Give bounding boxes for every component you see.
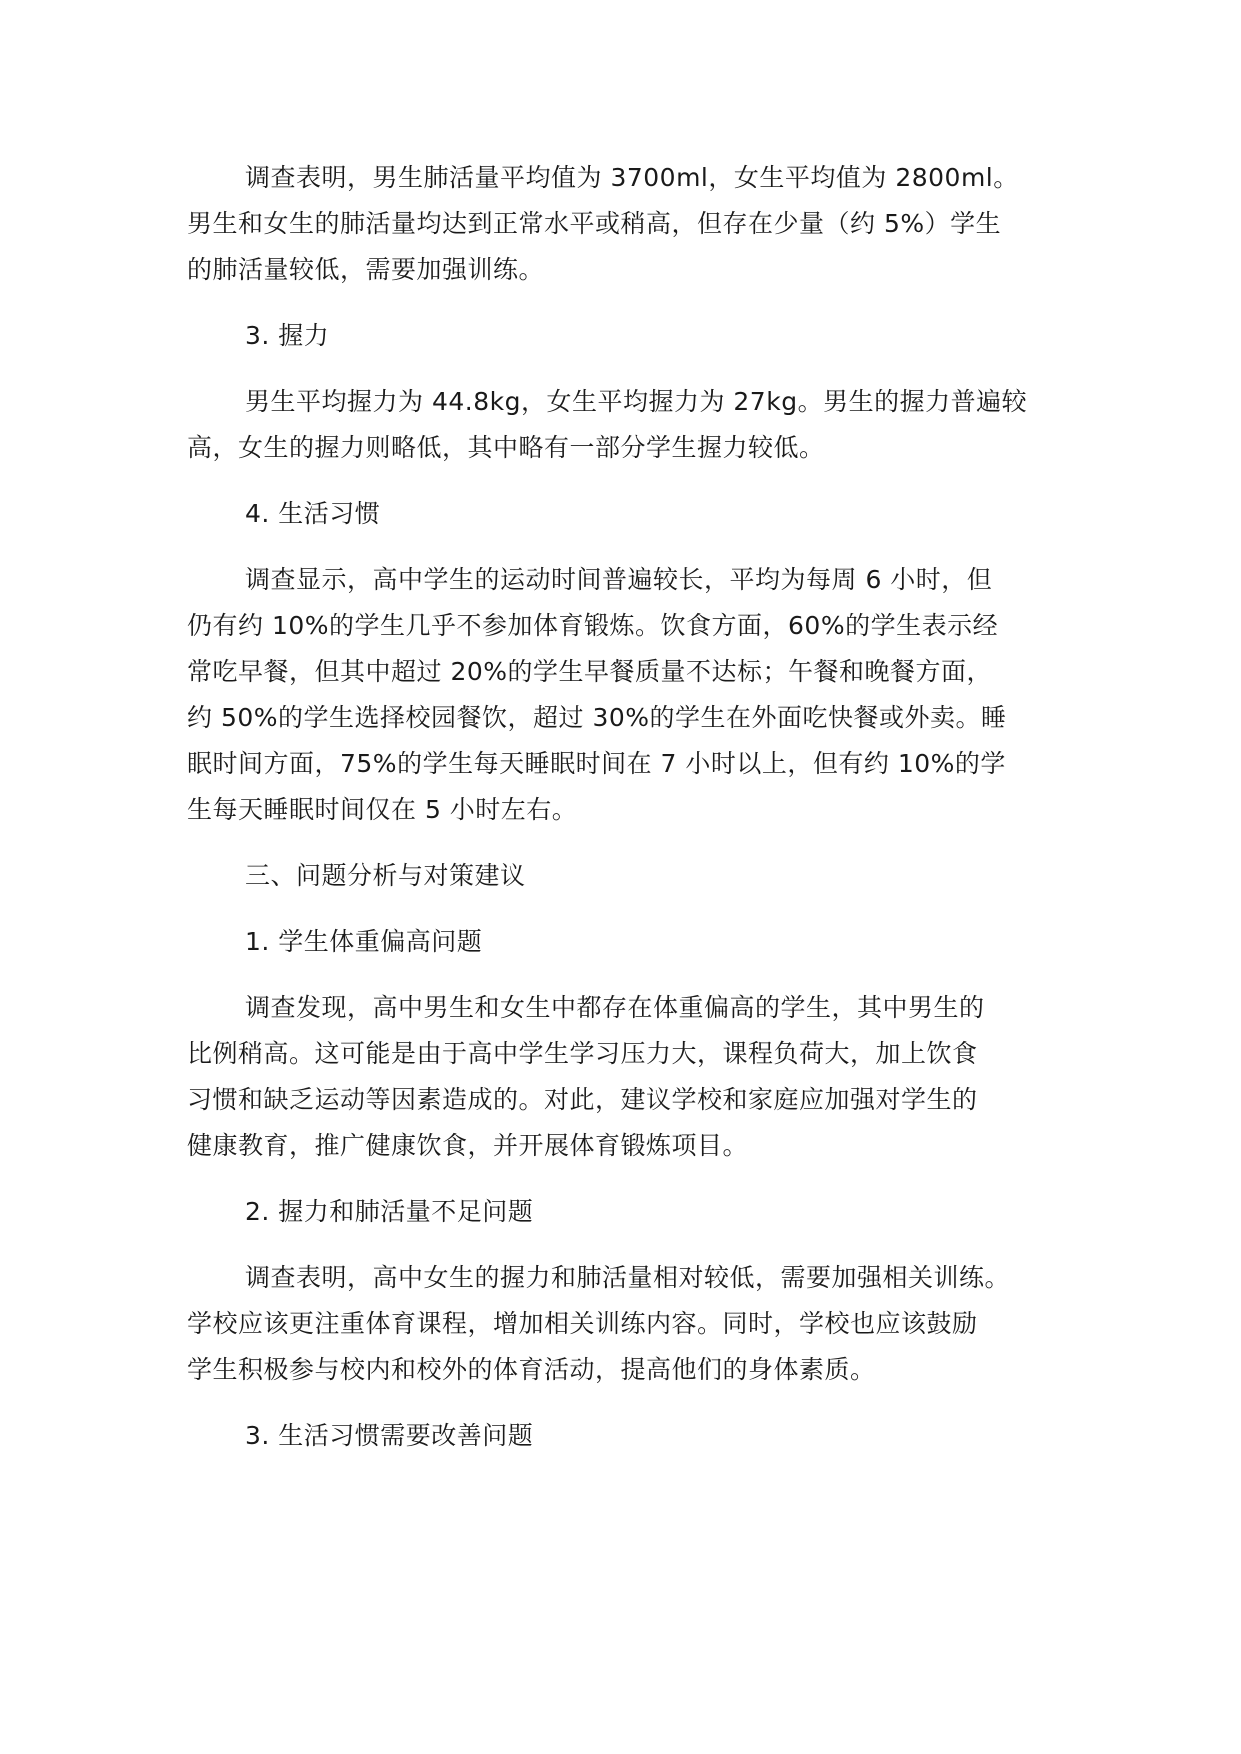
paragraph-line: 习惯和缺乏运动等因素造成的。对此，建议学校和家庭应加强对学生的 (187, 1085, 978, 1114)
lung-capacity-paragraph (187, 155, 1067, 293)
paragraph-line: 仍有约 10%的学生几乎不参加体育锻炼。饮食方面，60%的学生表示经 (187, 611, 999, 640)
document-body (187, 155, 1067, 1479)
paragraph-line: 学校应该更注重体育课程，增加相关训练内容。同时，学校也应该鼓励 (187, 1309, 978, 1338)
grip-lung-paragraph (187, 1255, 1067, 1393)
paragraph-line: 眠时间方面，75%的学生每天睡眠时间在 7 小时以上，但有约 10%的学 (187, 749, 1006, 778)
weight-paragraph (187, 985, 1067, 1169)
section-grip-strength-heading: 3. 握力 (245, 321, 330, 350)
paragraph-line: 约 50%的学生选择校园餐饮，超过 30%的学生在外面吃快餐或外卖。睡 (187, 703, 1007, 732)
section-grip-lung-heading: 2. 握力和肺活量不足问题 (245, 1197, 534, 1226)
paragraph-line: 健康教育，推广健康饮食，并开展体育锻炼项目。 (187, 1131, 749, 1160)
paragraph-line: 生每天睡眠时间仅在 5 小时左右。 (187, 795, 578, 824)
paragraph-line: 常吃早餐，但其中超过 20%的学生早餐质量不达标；午餐和晚餐方面， (187, 657, 993, 686)
lifestyle-paragraph (187, 557, 1067, 833)
paragraph-line: 调查显示，高中学生的运动时间普遍较长，平均为每周 6 小时，但 (245, 565, 993, 594)
paragraph-line: 学生积极参与校内和校外的体育活动，提高他们的身体素质。 (187, 1355, 876, 1384)
paragraph-line: 比例稍高。这可能是由于高中学生学习压力大，课程负荷大，加上饮食 (187, 1039, 978, 1068)
paragraph-line: 调查发现，高中男生和女生中都存在体重偏高的学生，其中男生的 (245, 993, 985, 1022)
paragraph-line: 调查表明，高中女生的握力和肺活量相对较低，需要加强相关训练。 (245, 1263, 1011, 1292)
paragraph-line: 男生和女生的肺活量均达到正常水平或稍高，但存在少量（约 5%）学生 (187, 209, 1002, 238)
paragraph-line: 调查表明，男生肺活量平均值为 3700ml，女生平均值为 2800ml。 (245, 163, 1019, 192)
section-lifestyle-improve-heading: 3. 生活习惯需要改善问题 (245, 1421, 534, 1450)
chapter-analysis-heading: 三、问题分析与对策建议 (245, 861, 526, 890)
grip-strength-paragraph (187, 379, 1067, 471)
paragraph-line: 高，女生的握力则略低，其中略有一部分学生握力较低。 (187, 433, 825, 462)
paragraph-line: 男生平均握力为 44.8kg，女生平均握力为 27kg。男生的握力普遍较 (245, 387, 1028, 416)
section-lifestyle-heading: 4. 生活习惯 (245, 499, 381, 528)
paragraph-line: 的肺活量较低，需要加强训练。 (187, 255, 545, 284)
section-weight-heading: 1. 学生体重偏高问题 (245, 927, 483, 956)
